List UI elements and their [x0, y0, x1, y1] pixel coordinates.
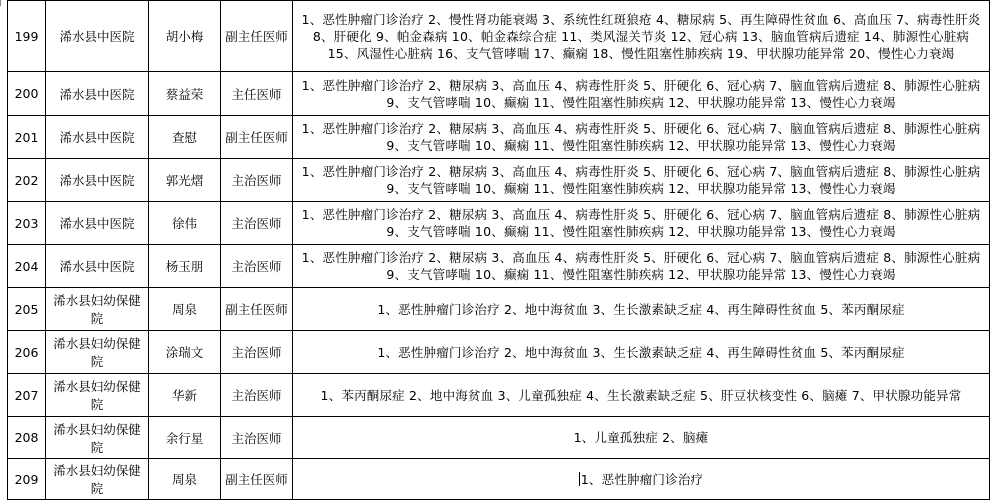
hospital-name: 浠水县中医院	[46, 202, 149, 245]
row-number: 201	[8, 116, 46, 159]
hospital-name: 浠水县妇幼保健院	[46, 331, 149, 374]
hospital-name: 浠水县中医院	[46, 1, 149, 72]
row-number: 208	[8, 417, 46, 459]
disease-list: 1、儿童孤独症 2、脑瘫	[293, 417, 990, 459]
disease-list: 1、恶性肿瘤门诊治疗 2、地中海贫血 3、生长激素缺乏症 4、再生障碍性贫血 5、苯丙酮尿症	[293, 331, 990, 374]
doctor-name: 蔡益荣	[149, 72, 221, 116]
table-row	[8, 245, 990, 288]
row-number: 199	[8, 1, 46, 72]
doctor-name: 郭光熠	[149, 159, 221, 202]
disease-list: 1、恶性肿瘤门诊治疗 2、慢性肾功能衰竭 3、系统性红斑狼疮 4、糖尿病 5、再生障碍性贫血 6、高血压 7、病毒性肝炎 8、肝硬化 9、帕金森病 10、帕金森综合症 11、类风湿关节炎 12、冠心病 13、脑血管病后遗症 14、肺源性心脏病 15、风湿性心脏病 16、支气管哮喘 17、癫痫 18、慢性阻塞性肺疾病 19、甲状腺功能异常 20、慢性心力衰竭	[293, 1, 990, 72]
hospital-name: 浠水县妇幼保健院	[46, 288, 149, 331]
row-number: 203	[8, 202, 46, 245]
disease-list-selected-cell[interactable]	[293, 459, 990, 500]
table-row	[8, 288, 990, 331]
doctor-name: 华新	[149, 374, 221, 417]
hospital-name: 浠水县中医院	[46, 159, 149, 202]
doctor-name: 徐伟	[149, 202, 221, 245]
doctor-title: 主治医师	[221, 374, 293, 417]
doctor-name: 涂瑞文	[149, 331, 221, 374]
row-number: 205	[8, 288, 46, 331]
disease-list: 1、恶性肿瘤门诊治疗 2、糖尿病 3、高血压 4、病毒性肝炎 5、肝硬化 6、冠心病 7、脑血管病后遗症 8、肺源性心脏病 9、支气管哮喘 10、癫痫 11、慢性阻塞性肺疾病 12、甲状腺功能异常 13、慢性心力衰竭	[293, 116, 990, 159]
doctor-name: 周泉	[149, 459, 221, 500]
doctor-title: 副主任医师	[221, 288, 293, 331]
table-row	[8, 116, 990, 159]
doctor-title: 副主任医师	[221, 459, 293, 500]
doctor-name: 查慰	[149, 116, 221, 159]
row-number: 202	[8, 159, 46, 202]
table-row	[8, 72, 990, 116]
table-row	[8, 1, 990, 72]
table-row	[8, 159, 990, 202]
row-number: 204	[8, 245, 46, 288]
table-row	[8, 459, 990, 500]
disease-list: 1、恶性肿瘤门诊治疗 2、糖尿病 3、高血压 4、病毒性肝炎 5、肝硬化 6、冠心病 7、脑血管病后遗症 8、肺源性心脏病 9、支气管哮喘 10、癫痫 11、慢性阻塞性肺疾病 12、甲状腺功能异常 13、慢性心力衰竭	[293, 202, 990, 245]
disease-list: 1、恶性肿瘤门诊治疗 2、糖尿病 3、高血压 4、病毒性肝炎 5、肝硬化 6、冠心病 7、脑血管病后遗症 8、肺源性心脏病 9、支气管哮喘 10、癫痫 11、慢性阻塞性肺疾病 12、甲状腺功能异常 13、慢性心力衰竭	[293, 72, 990, 116]
doctor-title: 主治医师	[221, 331, 293, 374]
doctor-title: 主治医师	[221, 417, 293, 459]
sheet-corner-mark	[0, 0, 1, 6]
disease-list: 1、恶性肿瘤门诊治疗	[580, 471, 704, 487]
hospital-name: 浠水县中医院	[46, 116, 149, 159]
disease-list: 1、恶性肿瘤门诊治疗 2、糖尿病 3、高血压 4、病毒性肝炎 5、肝硬化 6、冠心病 7、脑血管病后遗症 8、肺源性心脏病 9、支气管哮喘 10、癫痫 11、慢性阻塞性肺疾病 12、甲状腺功能异常 13、慢性心力衰竭	[293, 159, 990, 202]
hospital-name: 浠水县中医院	[46, 245, 149, 288]
table-row	[8, 417, 990, 459]
doctor-name: 杨玉朋	[149, 245, 221, 288]
doctor-name: 余行星	[149, 417, 221, 459]
hospital-name: 浠水县妇幼保健院	[46, 374, 149, 417]
table-row	[8, 202, 990, 245]
table-row	[8, 331, 990, 374]
table-row	[8, 374, 990, 417]
hospital-name: 浠水县妇幼保健院	[46, 417, 149, 459]
disease-list: 1、恶性肿瘤门诊治疗 2、糖尿病 3、高血压 4、病毒性肝炎 5、肝硬化 6、冠心病 7、脑血管病后遗症 8、肺源性心脏病 9、支气管哮喘 10、癫痫 11、慢性阻塞性肺疾病 12、甲状腺功能异常 13、慢性心力衰竭	[293, 245, 990, 288]
text-cursor	[579, 472, 580, 486]
doctor-title: 主治医师	[221, 159, 293, 202]
doctor-title: 副主任医师	[221, 116, 293, 159]
hospital-name: 浠水县中医院	[46, 72, 149, 116]
doctor-title: 主任医师	[221, 72, 293, 116]
row-number: 209	[8, 459, 46, 500]
disease-list: 1、恶性肿瘤门诊治疗 2、地中海贫血 3、生长激素缺乏症 4、再生障碍性贫血 5、苯丙酮尿症	[293, 288, 990, 331]
doctor-title: 副主任医师	[221, 1, 293, 72]
row-number: 206	[8, 331, 46, 374]
hospital-name: 浠水县妇幼保健院	[46, 459, 149, 500]
row-number: 200	[8, 72, 46, 116]
doctor-name: 胡小梅	[149, 1, 221, 72]
disease-list: 1、苯丙酮尿症 2、地中海贫血 3、儿童孤独症 4、生长激素缺乏症 5、肝豆状核变性 6、脑瘫 7、甲状腺功能异常	[293, 374, 990, 417]
row-number: 207	[8, 374, 46, 417]
doctor-title: 主治医师	[221, 245, 293, 288]
doctor-name: 周泉	[149, 288, 221, 331]
doctor-title: 主治医师	[221, 202, 293, 245]
doctor-disease-table	[7, 0, 990, 500]
